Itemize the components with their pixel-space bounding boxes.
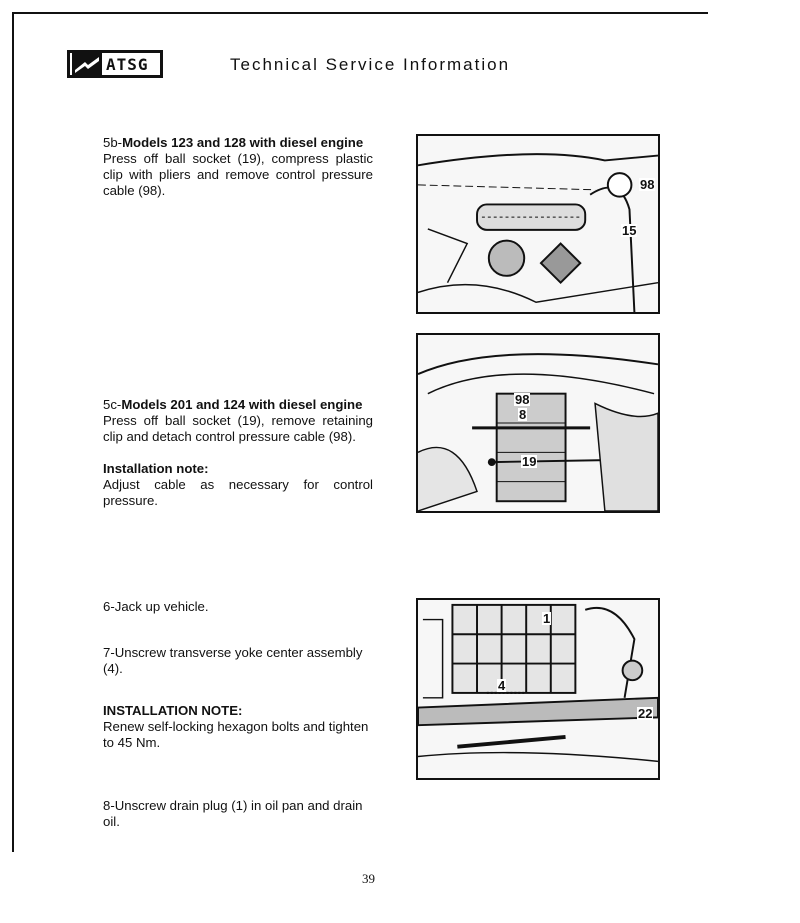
logo-text: ATSG xyxy=(106,54,149,74)
engine-linkage-illustration-icon xyxy=(418,335,658,511)
figure-diesel-201-124 xyxy=(416,333,660,513)
callout-4: 4 xyxy=(498,678,506,693)
figure-transverse-yoke xyxy=(416,598,660,780)
underbody-illustration-icon xyxy=(418,600,658,778)
atsg-logo xyxy=(67,50,163,78)
page-header-title: Technical Service Information xyxy=(230,55,511,74)
callout-98: 98 xyxy=(515,392,530,407)
section-5c-heading: Models 201 and 124 with diesel engine xyxy=(121,397,363,412)
section-5b xyxy=(103,135,373,199)
section-8 xyxy=(103,798,373,830)
section-8-text: 8-Unscrew drain plug (1) in oil pan and drain oil. xyxy=(103,798,363,829)
section-7-text: 7-Unscrew transverse yoke center assembly (4). xyxy=(103,645,363,676)
callout-1: 1 xyxy=(543,611,551,626)
page-frame-top xyxy=(12,12,708,14)
section-7 xyxy=(103,645,373,751)
logo-mark-icon xyxy=(72,53,102,75)
section-5c-note-body: Adjust cable as necessary for control pressure. xyxy=(103,477,373,508)
section-7-note-body: Renew self-locking hexagon bolts and tighten to 45 Nm. xyxy=(103,719,369,750)
section-5c-body: Press off ball socket (19), remove retaining clip and detach control pressure cable (98). xyxy=(103,413,373,444)
section-7-note-heading: INSTALLATION NOTE: xyxy=(103,703,243,718)
callout-8: 8 xyxy=(519,407,527,422)
section-5b-prefix: 5b- xyxy=(103,135,123,150)
callout-22: 22 xyxy=(638,706,653,721)
figure-diesel-123-128 xyxy=(416,134,660,314)
section-5c-prefix: 5c- xyxy=(103,397,122,412)
section-5c-note-heading: Installation note: xyxy=(103,461,209,476)
callout-15: 15 xyxy=(622,223,637,238)
callout-98: 98 xyxy=(640,177,655,192)
section-5b-body: Press off ball socket (19), compress plastic clip with pliers and remove control pressure cable (98). xyxy=(103,151,373,198)
section-5c xyxy=(103,397,373,509)
callout-19: 19 xyxy=(522,454,537,469)
section-5b-heading: Models 123 and 128 with diesel engine xyxy=(122,135,364,150)
section-6-text: 6-Jack up vehicle. xyxy=(103,599,209,614)
page-number: 39 xyxy=(362,871,375,886)
section-6 xyxy=(103,599,373,615)
page-frame-left xyxy=(12,12,14,852)
